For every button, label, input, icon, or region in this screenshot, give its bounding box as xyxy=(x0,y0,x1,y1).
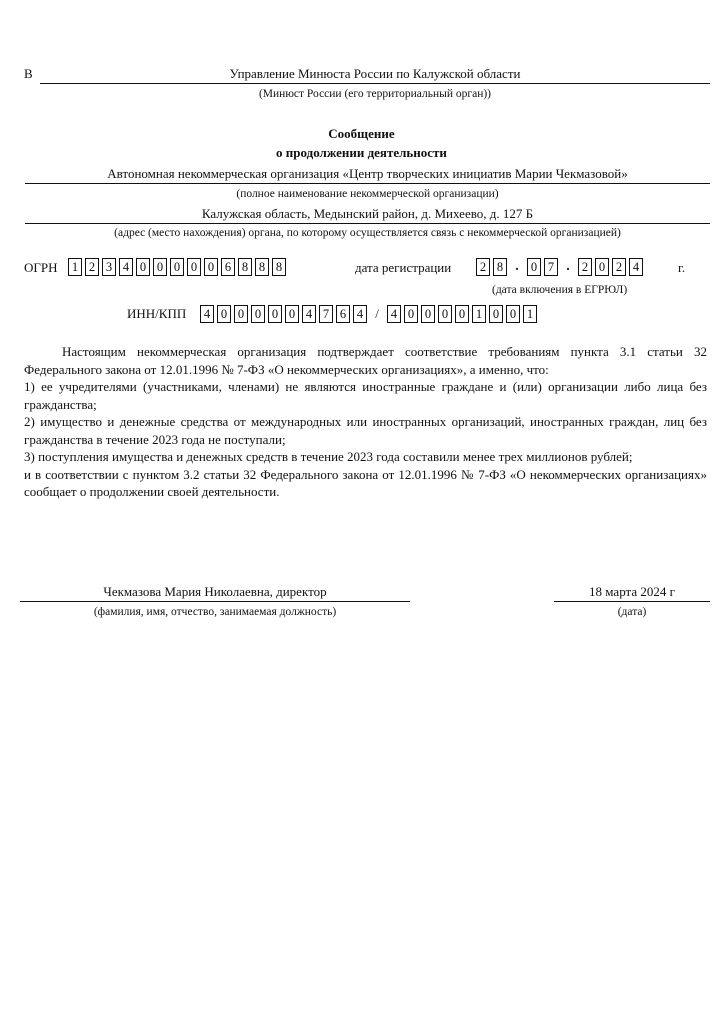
ogrn-digit: 2 xyxy=(85,258,99,276)
reg-month-digit: 7 xyxy=(544,258,558,276)
inn-digit: 0 xyxy=(268,305,282,323)
kpp-digit: 0 xyxy=(438,305,452,323)
ogrn-digit: 0 xyxy=(136,258,150,276)
body-closing: и в соответствии с пунктом 3.2 статьи 32 Федерального закона от 12.01.1996 № 7-ФЗ «О некоммерческих организациях» сообщает о продолжении своей деятельности. xyxy=(24,466,707,499)
authority-underline xyxy=(40,83,710,84)
signer-underline xyxy=(20,601,410,602)
kpp-digit: 0 xyxy=(489,305,503,323)
signature-date-underline xyxy=(554,601,710,602)
inn-digit: 4 xyxy=(200,305,214,323)
inn-digit: 4 xyxy=(353,305,367,323)
organization-address: Калужская область, Медынский район, д. Михеево, д. 127 Б xyxy=(201,206,534,221)
date-dot: . xyxy=(566,259,570,274)
inn-digit: 0 xyxy=(285,305,299,323)
ogrn-digit: 0 xyxy=(187,258,201,276)
organization-name-caption: (полное наименование некоммерческой организации) xyxy=(236,188,499,200)
reg-day-digit: 2 xyxy=(476,258,490,276)
reg-year-digit: 4 xyxy=(629,258,643,276)
year-suffix: г. xyxy=(678,260,686,275)
recipient-prefix: В xyxy=(24,66,33,81)
registration-date-caption: (дата включения в ЕГРЮЛ) xyxy=(492,284,628,296)
inn-digit: 0 xyxy=(217,305,231,323)
organization-name-underline xyxy=(25,183,710,184)
ogrn-digit: 3 xyxy=(102,258,116,276)
ogrn-digit: 0 xyxy=(170,258,184,276)
inn-digit: 7 xyxy=(319,305,333,323)
document-body xyxy=(24,343,707,501)
kpp-digit: 1 xyxy=(523,305,537,323)
ogrn-digit: 0 xyxy=(204,258,218,276)
inn-kpp-slash: / xyxy=(375,306,379,321)
kpp-digit: 0 xyxy=(404,305,418,323)
body-item-3: 3) поступления имущества и денежных средств в течение 2023 года составили менее трех миллионов рублей; xyxy=(24,449,633,464)
authority-name: Управление Минюста России по Калужской области xyxy=(229,66,521,81)
signer-name: Чекмазова Мария Николаевна, директор xyxy=(103,584,327,599)
body-item-1: 1) ее учредителями (участниками, членами) не являются иностранные граждане и (или) организации либо лица без гражданства; xyxy=(24,379,707,412)
organization-address-underline xyxy=(25,223,710,224)
body-intro: Настоящим некоммерческая организация подтверждает соответствие требованиям пункта 3.1 статьи 32 Федерального закона от 12.01.1996 № 7-ФЗ «О некоммерческих организациях», а именно, что: xyxy=(24,344,707,377)
inn-kpp-boxes xyxy=(200,305,540,323)
reg-year-digit: 0 xyxy=(595,258,609,276)
kpp-digit: 4 xyxy=(387,305,401,323)
document-title: Сообщение xyxy=(328,126,395,141)
authority-caption: (Минюст России (его территориальный орган)) xyxy=(258,88,492,100)
ogrn-digit: 4 xyxy=(119,258,133,276)
ogrn-digit: 8 xyxy=(255,258,269,276)
organization-name: Автономная некоммерческая организация «Центр творческих инициатив Марии Чекмазовой» xyxy=(107,166,628,181)
ogrn-digit: 0 xyxy=(153,258,167,276)
signature-date-caption: (дата) xyxy=(617,606,647,618)
inn-digit: 4 xyxy=(302,305,316,323)
reg-day-digit: 8 xyxy=(493,258,507,276)
document-subtitle: о продолжении деятельности xyxy=(276,145,447,160)
kpp-digit: 0 xyxy=(421,305,435,323)
kpp-digit: 0 xyxy=(455,305,469,323)
ogrn-digit: 1 xyxy=(68,258,82,276)
ogrn-label: ОГРН xyxy=(24,260,58,275)
reg-month-digit: 0 xyxy=(527,258,541,276)
ogrn-digit: 8 xyxy=(272,258,286,276)
inn-digit: 0 xyxy=(251,305,265,323)
registration-date-boxes xyxy=(476,258,646,276)
organization-address-caption: (адрес (место нахождения) органа, по которому осуществляется связь с некоммерческой организацией) xyxy=(114,227,621,239)
reg-year-digit: 2 xyxy=(578,258,592,276)
kpp-digit: 1 xyxy=(472,305,486,323)
date-dot: . xyxy=(515,259,519,274)
inn-digit: 0 xyxy=(234,305,248,323)
ogrn-digit: 8 xyxy=(238,258,252,276)
ogrn-digit: 6 xyxy=(221,258,235,276)
ogrn-boxes xyxy=(68,258,289,276)
inn-digit: 6 xyxy=(336,305,350,323)
body-item-2: 2) имущество и денежные средства от международных или иностранных организаций, иностранных граждан, лиц без гражданства в течение 2023 года не поступали; xyxy=(24,414,707,447)
reg-year-digit: 2 xyxy=(612,258,626,276)
signer-caption: (фамилия, имя, отчество, занимаемая должность) xyxy=(93,606,337,618)
inn-kpp-label: ИНН/КПП xyxy=(127,306,187,321)
kpp-digit: 0 xyxy=(506,305,520,323)
registration-date-label: дата регистрации xyxy=(355,260,452,275)
signature-date: 18 марта 2024 г xyxy=(589,584,675,599)
